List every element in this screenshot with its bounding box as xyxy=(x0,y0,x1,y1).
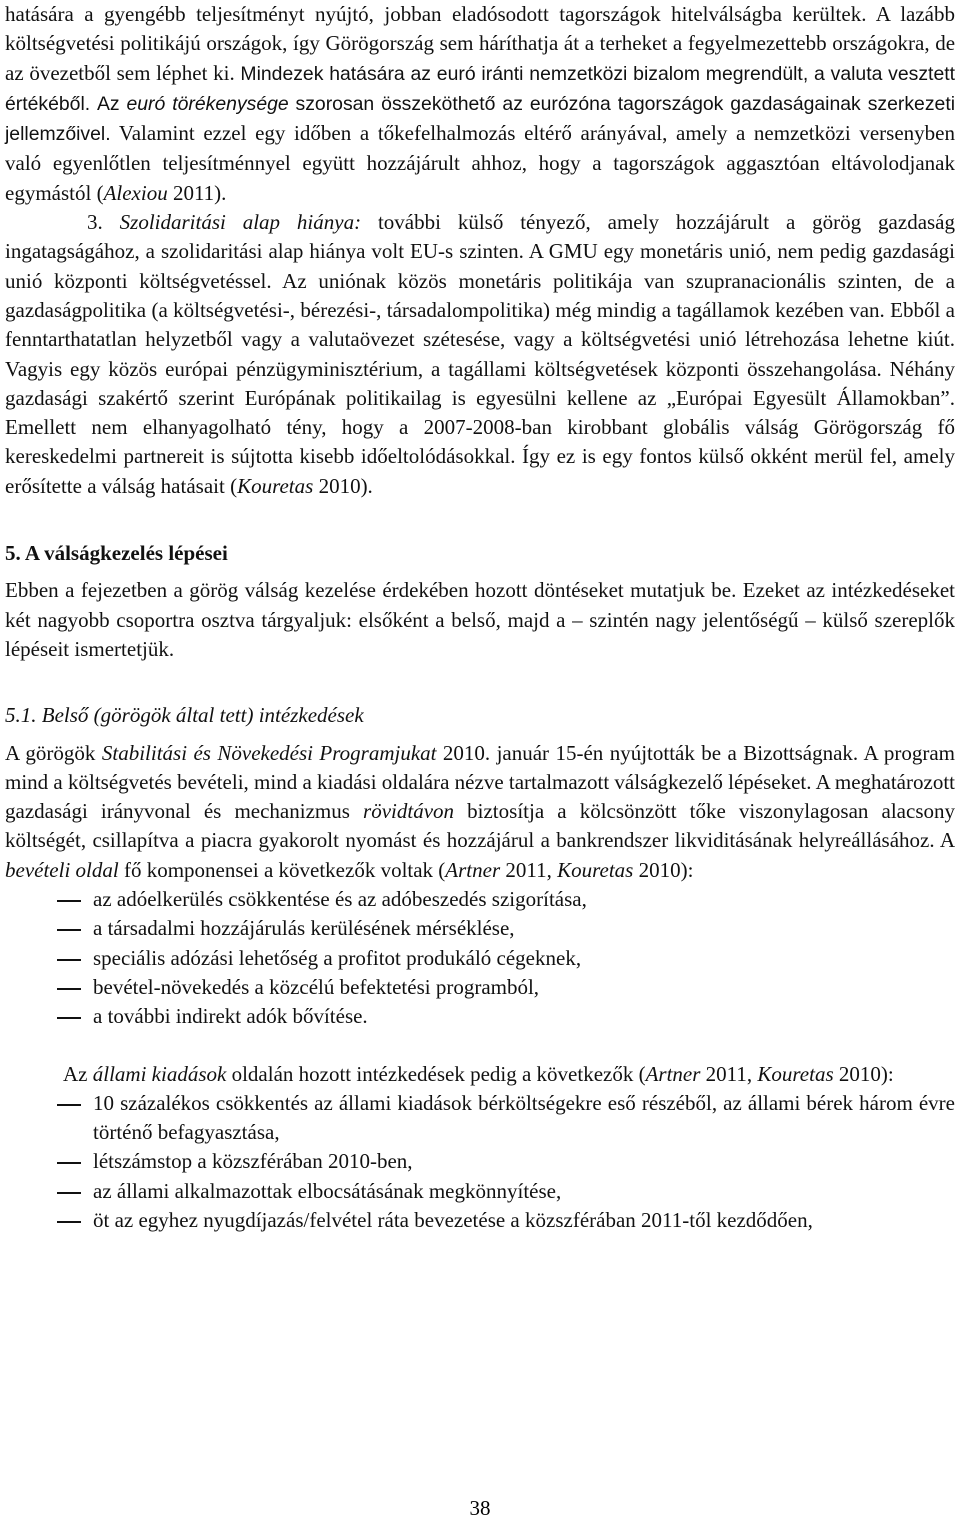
list-item: az adóelkerülés csökkentése és az adóbeszedés szigorítása, xyxy=(5,885,955,914)
list-item: létszámstop a közszférában 2010-ben, xyxy=(5,1147,955,1176)
list-item: a társadalmi hozzájárulás kerülésének mérséklése, xyxy=(5,914,955,943)
list-item: speciális adózási lehetőség a profitot produkáló cégeknek, xyxy=(5,944,955,973)
list-item: 10 százalékos csökkentés az állami kiadások bérköltségekre eső részéből, az állami bérek három évre történő befagyasztása, xyxy=(5,1089,955,1148)
page-number: 38 xyxy=(469,1496,491,1520)
section-5-1-heading: 5.1. Belső (görögök által tett) intézkedések xyxy=(5,703,364,728)
section-5-heading: 5. A válságkezelés lépései xyxy=(5,541,228,566)
point-3-solidarity: 3. Szolidaritási alap hiánya: további külső tényező, amely hozzájárult a görög gazdaság ingatagságához, a szolidaritási alap hiánya volt EU-s szinten. A GMU egy monetáris unió, nem pedig gazdasági unió központi költségvetéssel. Az uniónak közös monetáris politikája van szupranacionális szinten, de a gazdaságpolitika (a költségvetési-, bérezési-, társadalompolitika) még mindig a tagállamok kezében van. Ebből a fenntarthatatlan helyzetből vagy a valutaövezet szétesése, vagy a költségvetési unió létrehozása lehetne kiút. Vagyis egy közös európai pénzügyminisztérium, a tagállami költségvetések központi összehangolása. Néhány gazdasági szakértő szerint Európának politikailag is egyesülni kellene az „Európai Egyesült Államokban”. Emellett nem elhanyagolható tény, hogy a 2007-2008-ban kirobbant globális válság Görögország fő kereskedelmi partnereit is sújtotta kisebb időeltolódásokkal. Így ez is egy fontos külső okként merül fel, amely erősítette a válság hatásait (Kouretas 2010). xyxy=(5,210,956,498)
list-item: az állami alkalmazottak elbocsátásának megkönnyítése, xyxy=(5,1177,955,1206)
section-5-intro: Ebben a fejezetben a görög válság kezelése érdekében hozott döntéseket mutatjuk be. Ezeket az intézkedéseket két nagyobb csoportra osztva tárgyaljuk: elsőként a belső, majd a – szintén nagy jelentőségű – külső szereplők lépéseit ismertetjük. xyxy=(5,578,955,661)
revenue-measures-list xyxy=(5,885,955,1031)
list-item: bevétel-növekedés a közcélú befektetési programból, xyxy=(5,973,955,1002)
section-5-1-paragraph: A görögök Stabilitási és Növekedési Programjukat 2010. január 15-én nyújtották be a Bizottságnak. A program mind a költségvetés bevételi, mind a kiadási oldalára nézve tartalmazott válságkezelő lépéseket. A meghatározott gazdasági irányvonal és mechanizmus rövidtávon biztosítja a kölcsönzött tőke viszonylagosan alacsony költségét, csillapítva a piacra gyakorolt nyomást és hozzájárul a bankrendszer likviditásának helyreállásához. A bevételi oldal fő komponensei a következők voltak (Artner 2011, Kouretas 2010): xyxy=(5,740,956,882)
spending-paragraph: Az állami kiadások oldalán hozott intézkedések pedig a következők (Artner 2011, Kouretas 2010): xyxy=(63,1061,894,1086)
list-item: a további indirekt adók bővítése. xyxy=(5,1002,955,1031)
document-page xyxy=(5,0,955,1235)
list-item: öt az egyhez nyugdíjazás/felvétel ráta bevezetése a közszférában 2011-től kezdődően, xyxy=(5,1206,955,1235)
spending-measures-list xyxy=(5,1089,955,1235)
paragraph-euro-trust: hatására a gyengébb teljesítményt nyújtó, jobban eladósodott tagországok hitelválságba kerültek. A lazább költségvetési politikájú országok, így Görögország sem háríthatja át a terheket a fegyelmezettebb országokra, de az övezetből sem léphet ki. Mindezek hatására az euró iránti nemzetközi bizalom megrendült, a valuta vesztett értékéből. Az euró törékenysége szorosan összeköthető az eurózóna tagországok gazdaságainak szerkezeti jellemzőivel. Valamint ezzel egy időben a tőkefelhalmozás eltérő arányával, amely a nemzetközi versenyben való egyenlőtlen teljesítménnyel együtt hozzájárult ahhoz, hogy a tagországok aggasztóan eltávolodjanak egymástól (Alexiou 2011). xyxy=(5,2,956,205)
